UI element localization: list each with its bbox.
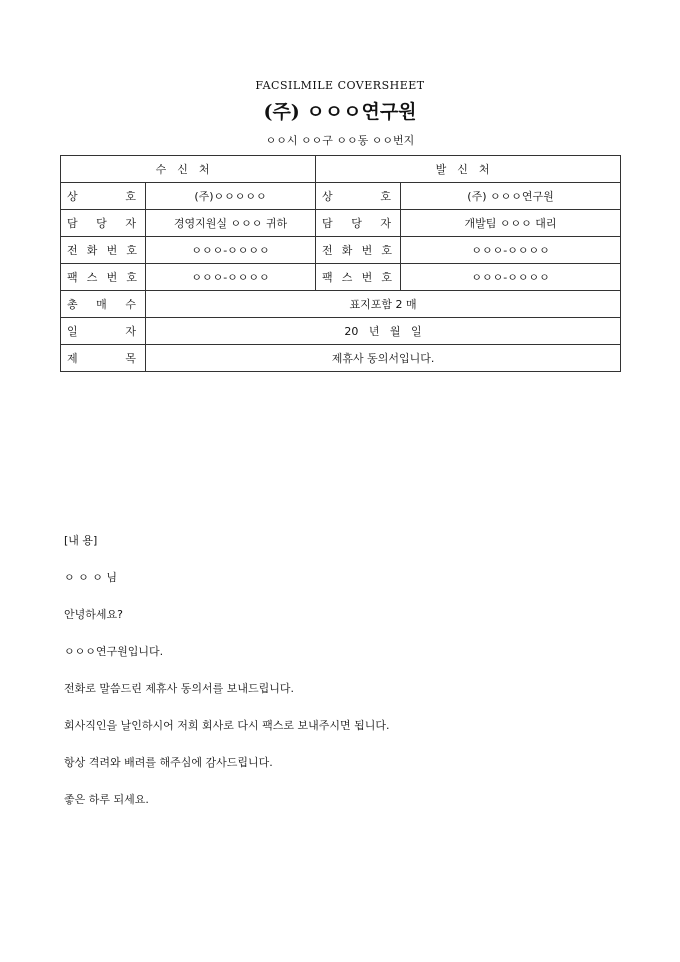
subject: 제휴사 동의서입니다.: [146, 345, 621, 372]
label-spread: 팩 스 번 호: [322, 271, 392, 284]
row-label: [61, 183, 146, 210]
sender-company: (주) ㅇㅇㅇ연구원: [401, 183, 621, 210]
message-line: 항상 격려와 배려를 해주심에 감사드립니다.: [64, 756, 273, 769]
row-label: [316, 183, 401, 210]
company-address: ㅇㅇ시 ㅇㅇ구 ㅇㅇ동 ㅇㅇ번지: [265, 134, 415, 147]
row-label: [316, 237, 401, 264]
sender-fax: ㅇㅇㅇ-ㅇㅇㅇㅇ: [401, 264, 621, 291]
recipient-company: (주)ㅇㅇㅇㅇㅇ: [146, 183, 316, 210]
message-line: 회사직인을 날인하시어 저희 회사로 다시 팩스로 보내주시면 됩니다.: [64, 719, 390, 732]
date-value: 20 년 월 일: [344, 325, 422, 338]
message-body: [64, 533, 390, 808]
label-spread: 상 호: [322, 190, 392, 203]
table-row: [61, 237, 621, 264]
recipient-header: 수신처: [61, 156, 316, 183]
greeting: 안녕하세요?: [64, 608, 123, 621]
row-label: [61, 345, 146, 372]
label-spread: 제 목: [67, 352, 136, 365]
table-row: [61, 318, 621, 345]
sender-header: 발신처: [316, 156, 621, 183]
row-label: [61, 237, 146, 264]
fax-info-table: [60, 155, 621, 372]
content-heading: [내 용]: [64, 534, 98, 547]
sender-phone: ㅇㅇㅇ-ㅇㅇㅇㅇ: [401, 237, 621, 264]
company-title: (주) ㅇㅇㅇ연구원: [263, 101, 417, 123]
table-row: [61, 183, 621, 210]
closing: 좋은 하루 되세요.: [64, 793, 149, 806]
recipient-contact: 경영지원실 ㅇㅇㅇ 귀하: [146, 210, 316, 237]
table-row: [61, 345, 621, 372]
row-label: [61, 210, 146, 237]
sender-contact: 개발팀 ㅇㅇㅇ 대리: [401, 210, 621, 237]
table-row: [61, 291, 621, 318]
table-row: [61, 264, 621, 291]
total-pages: 표지포함 2 매: [146, 291, 621, 318]
message-line: 전화로 말씀드린 제휴사 동의서를 보내드립니다.: [64, 682, 295, 695]
row-label: [61, 291, 146, 318]
label-spread: 팩 스 번 호: [67, 271, 137, 284]
label-spread: 일 자: [67, 325, 136, 338]
row-label: [316, 264, 401, 291]
table-header-row: [61, 156, 621, 183]
table-row: [61, 210, 621, 237]
recipient-fax: ㅇㅇㅇ-ㅇㅇㅇㅇ: [146, 264, 316, 291]
row-label: [61, 318, 146, 345]
row-label: [316, 210, 401, 237]
cover-header: [0, 78, 680, 149]
label-spread: 담 당 자: [67, 217, 136, 230]
english-title: FACSILMILE COVERSHEET: [255, 79, 425, 92]
recipient-phone: ㅇㅇㅇ-ㅇㅇㅇㅇ: [146, 237, 316, 264]
label-spread: 상 호: [67, 190, 136, 203]
row-label: [61, 264, 146, 291]
label-spread: 담 당 자: [322, 217, 391, 230]
label-spread: 총 매 수: [67, 298, 136, 311]
label-spread: 전 화 번 호: [322, 244, 392, 257]
salutation: ㅇ ㅇ ㅇ 님: [64, 571, 117, 584]
introduction: ㅇㅇㅇ연구원입니다.: [64, 645, 164, 658]
label-spread: 전 화 번 호: [67, 244, 137, 257]
send-date: [146, 318, 621, 345]
